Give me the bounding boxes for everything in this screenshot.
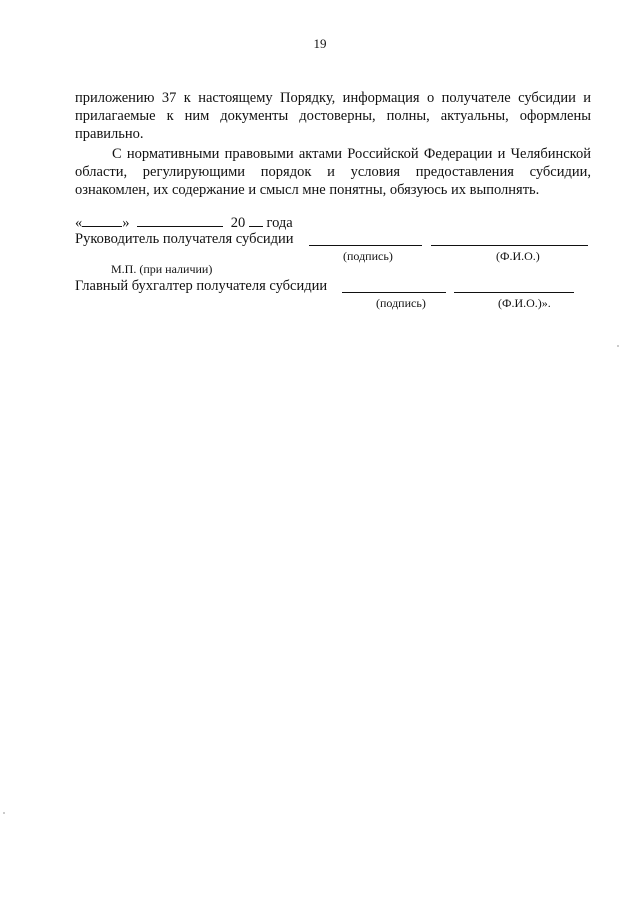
year-blank xyxy=(249,213,263,227)
accountant-sign-caption: (подпись) xyxy=(376,296,426,310)
scan-speck xyxy=(3,812,5,814)
accountant-name-caption: (Ф.И.О.)». xyxy=(498,296,551,310)
head-sign-caption: (подпись) xyxy=(343,249,393,263)
head-name-line xyxy=(431,245,588,246)
head-signature-label: Руководитель получателя субсидии xyxy=(75,231,294,247)
accountant-signature-label: Главный бухгалтер получателя субсидии xyxy=(75,278,328,294)
scan-speck xyxy=(617,345,619,347)
paragraph-acknowledgement: С нормативными правовыми актами Российской Федерации и Челябинской области, регулирующими порядок и условия предоставления субсидии, ознакомлен, их содержание и смысл мне понятны, обязуюсь их выполнять. xyxy=(75,146,591,198)
date-open-quote: « xyxy=(75,215,83,231)
accountant-signature-line xyxy=(342,292,446,293)
accountant-name-line xyxy=(454,292,574,293)
year-suffix: года xyxy=(266,215,293,231)
year-prefix: 20 xyxy=(230,215,246,231)
head-name-caption: (Ф.И.О.) xyxy=(496,249,540,263)
page-number: 19 xyxy=(313,36,327,51)
paragraph-confirmation: приложению 37 к настоящему Порядку, информация о получателе субсидии и прилагаемые к ним документы достоверны, полны, актуальны, оформлены правильно. xyxy=(75,90,591,142)
stamp-note: М.П. (при наличии) xyxy=(111,262,213,276)
date-close-quote: » xyxy=(122,215,130,231)
month-blank xyxy=(137,213,223,227)
day-blank xyxy=(82,213,122,227)
head-signature-line xyxy=(309,245,422,246)
